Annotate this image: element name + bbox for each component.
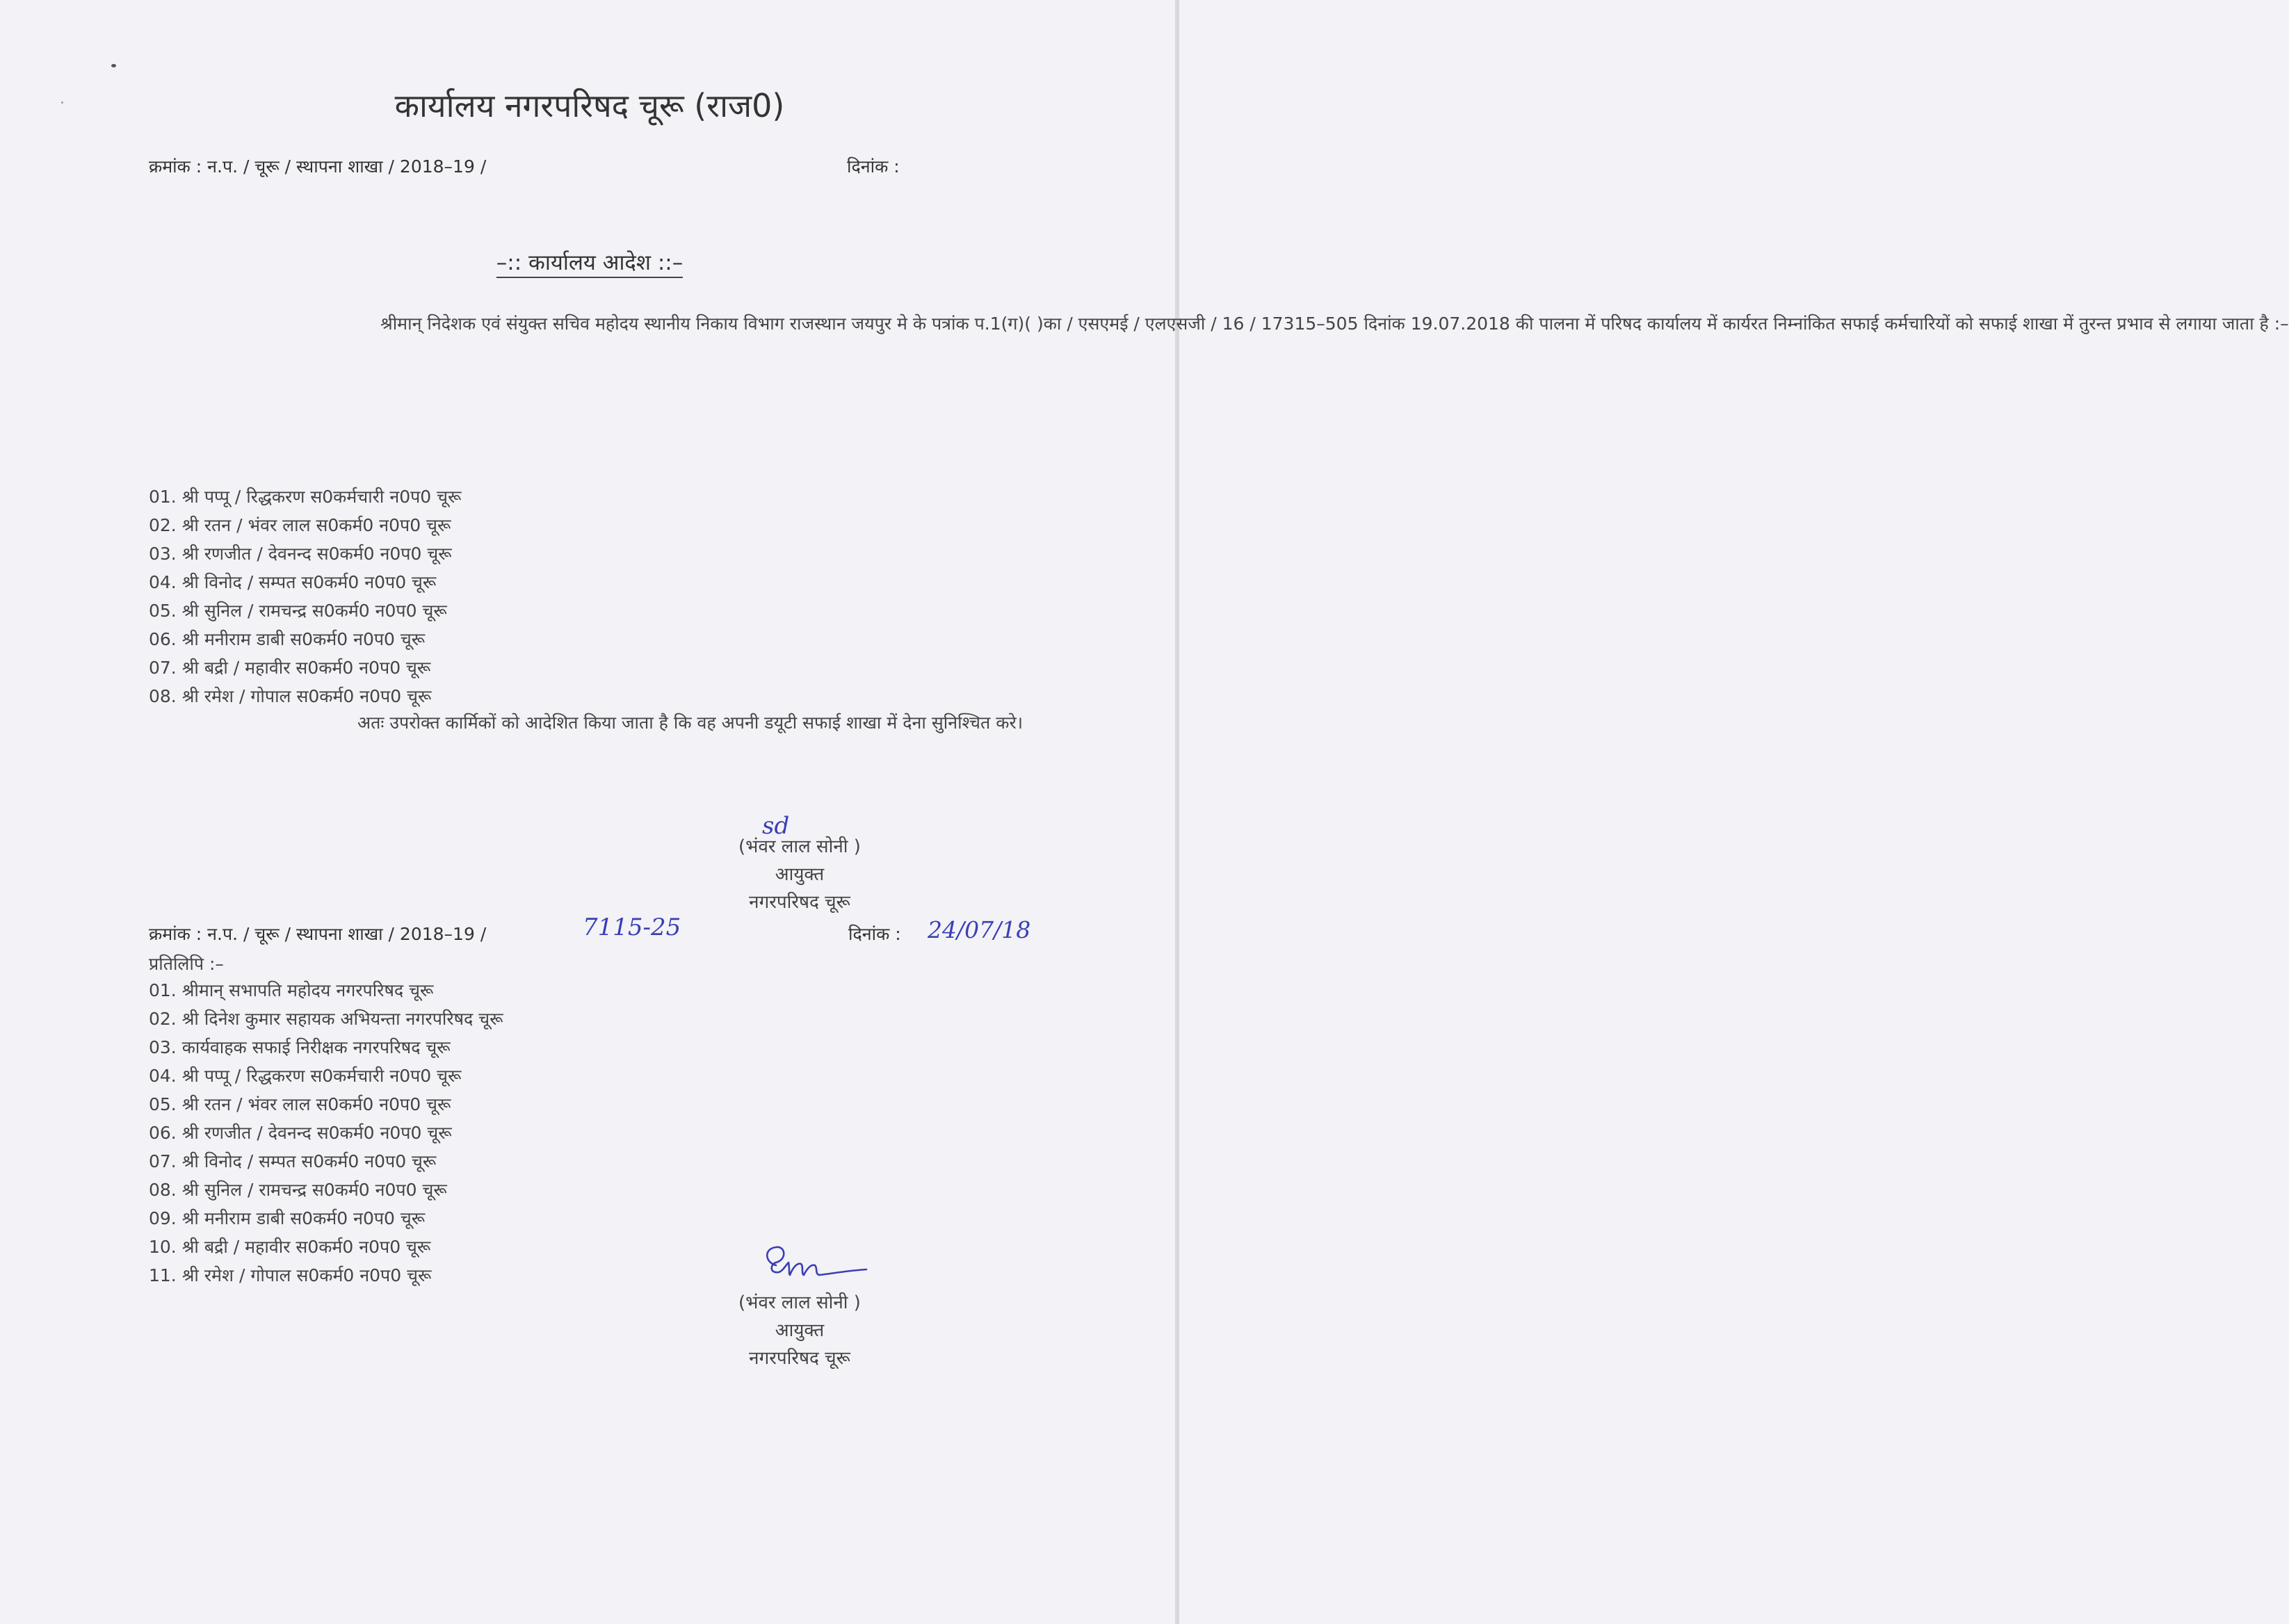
order-body-text: श्रीमान् निदेशक एवं संयुक्त सचिव महोदय स्थानीय निकाय विभाग राजस्थान जयपुर मे के पत्रांक प.1(ग)( )का / एसएमई / एलएसजी / 16 / 17315–505 दिनांक 19.07.2018 की पालना में परिषद कार्यालय में कार्यरत निम्नांकित सफाई कर्मचारियों को सफाई शाखा में तुरन्त प्रभाव से लगाया जाता है :– (380, 314, 2289, 334)
signature-scribble (755, 1242, 873, 1283)
list-item: 11. श्री रमेश / गोपाल स0कर्म0 न0प0 चूरू (149, 1265, 432, 1285)
list-item: 03. श्री रणजीत / देवनन्द स0कर्म0 न0प0 चूरू (149, 544, 452, 564)
date-label: दिनांक : (847, 156, 900, 177)
list-item: 09. श्री मनीराम डाबी स0कर्म0 न0प0 चूरू (149, 1208, 426, 1228)
staff-list (149, 482, 461, 710)
list-item: 08. श्री रमेश / गोपाल स0कर्म0 न0प0 चूरू (149, 686, 432, 706)
copy-date-label: दिनांक : (848, 924, 901, 944)
copy-label: प्रतिलिपि :– (149, 954, 224, 974)
signature-stroke (767, 1247, 866, 1275)
signature-block-1 (695, 833, 904, 916)
signatory-name: (भंवर लाल सोनी ) (738, 1292, 861, 1313)
signatory-office: नगरपरिषद चूरू (749, 892, 850, 913)
list-item: 01. श्री पप्पू / रिद्धकरण स0कर्मचारी न0प0 चूरू (149, 487, 462, 507)
list-item: 05. श्री रतन / भंवर लाल स0कर्म0 न0प0 चूरू (149, 1094, 451, 1114)
signatory-name: (भंवर लाल सोनी ) (738, 836, 861, 857)
handwritten-dispatch-number: 7115-25 (583, 914, 681, 941)
signatory-designation: आयुक्त (775, 1320, 825, 1341)
handwritten-date: 24/07/18 (928, 916, 1031, 943)
order-closing-text: अतः उपरोक्त कार्मिकों को आदेशित किया जाता है कि वह अपनी डयूटी सफाई शाखा में देना सुनिश्चित करे। (357, 713, 1024, 733)
list-item: 01. श्रीमान् सभापति महोदय नगरपरिषद चूरू (149, 980, 434, 1000)
list-item: 07. श्री विनोद / सम्पत स0कर्म0 न0प0 चूरू (149, 1151, 437, 1171)
signatory-designation: आयुक्त (775, 864, 825, 885)
list-item: 05. श्री सुनिल / रामचन्द्र स0कर्म0 न0प0 चूरू (149, 601, 447, 621)
list-item: 08. श्री सुनिल / रामचन्द्र स0कर्म0 न0प0 चूरू (149, 1180, 447, 1200)
list-item: 02. श्री दिनेश कुमार सहायक अभियन्ता नगरपरिषद चूरू (149, 1009, 503, 1029)
order-heading-text: –:: कार्यालय आदेश ::– (496, 250, 683, 278)
order-closing (149, 701, 1026, 745)
list-item: 04. श्री पप्पू / रिद्धकरण स0कर्मचारी न0प0 चूरू (149, 1066, 462, 1086)
office-title: कार्यालय नगरपरिषद चूरू (राज0) (394, 87, 785, 124)
list-item: 04. श्री विनोद / सम्पत स0कर्म0 न0प0 चूरू (149, 572, 437, 592)
order-heading (0, 247, 1179, 277)
list-item: 02. श्री रतन / भंवर लाल स0कर्म0 न0प0 चूरू (149, 515, 451, 535)
scan-speck (111, 64, 116, 67)
handwritten-initials: sd (762, 812, 790, 840)
order-body (149, 302, 2289, 346)
scan-edge (1175, 0, 1179, 1624)
list-item: 06. श्री रणजीत / देवनन्द स0कर्म0 न0प0 चूरू (149, 1123, 452, 1143)
signature-block-2 (695, 1289, 904, 1372)
signatory-office: नगरपरिषद चूरू (749, 1348, 850, 1369)
list-item: 06. श्री मनीराम डाबी स0कर्म0 न0प0 चूरू (149, 629, 426, 649)
list-item: 10. श्री बद्री / महावीर स0कर्म0 न0प0 चूरू (149, 1237, 431, 1257)
copy-recipient-list (149, 976, 503, 1290)
list-item: 07. श्री बद्री / महावीर स0कर्म0 न0प0 चूरू (149, 658, 431, 678)
reference-number: क्रमांक : न.प. / चूरू / स्थापना शाखा / 2018–19 / (149, 156, 487, 177)
copy-reference-number: क्रमांक : न.प. / चूरू / स्थापना शाखा / 2018–19 / (149, 924, 487, 944)
list-item: 03. कार्यवाहक सफाई निरीक्षक नगरपरिषद चूरू (149, 1037, 451, 1057)
